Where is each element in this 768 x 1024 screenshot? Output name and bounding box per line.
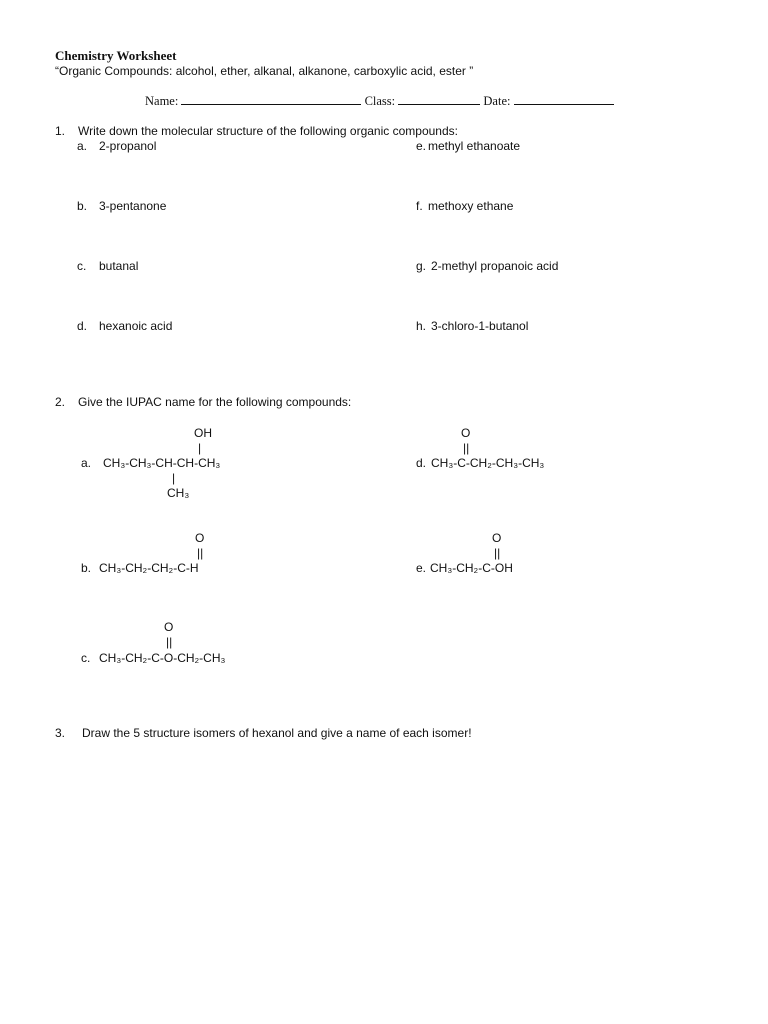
q1-item-text: 3-chloro-1-butanol xyxy=(431,319,529,333)
name-field[interactable] xyxy=(181,94,361,105)
q1-item-label: d. xyxy=(77,319,88,333)
q3-text: Draw the 5 structure isomers of hexanol and give a name of each isomer! xyxy=(82,726,472,740)
compound-b-label: b. xyxy=(81,561,92,575)
compound-d-formula: CH₃-C-CH₂-CH₃-CH₃ xyxy=(431,456,545,470)
compound-e-oxygen: O xyxy=(492,531,502,545)
q1-item-text: butanal xyxy=(99,259,139,273)
compound-a-formula: CH₃-CH₃-CH-CH-CH₃ xyxy=(103,456,221,470)
name-label: Name: xyxy=(145,94,179,108)
compound-c-label: c. xyxy=(81,651,91,665)
compound-c-oxygen: O xyxy=(164,620,174,634)
compound-a-branch-bond: | xyxy=(172,471,176,485)
q1-item-text: 2-methyl propanoic acid xyxy=(431,259,559,273)
q1-item-text: 2-propanol xyxy=(99,139,157,153)
q1-item-label: f. xyxy=(416,199,423,213)
compound-a-single-bond: | xyxy=(198,441,202,455)
q1-item-text: hexanoic acid xyxy=(99,319,173,333)
class-label: Class: xyxy=(364,94,396,108)
worksheet-subtitle: “Organic Compounds: alcohol, ether, alkanal, alkanone, carboxylic acid, ester ” xyxy=(55,64,474,78)
q1-item-label: b. xyxy=(77,199,88,213)
q1-item-label: e. xyxy=(416,139,427,153)
compound-e-formula: CH₃-CH₂-C-OH xyxy=(430,561,513,575)
q2-text: Give the IUPAC name for the following compounds: xyxy=(78,395,352,409)
compound-d-label: d. xyxy=(416,456,427,470)
compound-b-oxygen: O xyxy=(195,531,205,545)
date-label: Date: xyxy=(483,94,511,108)
q1-item-label: h. xyxy=(416,319,427,333)
compound-c-formula: CH₃-CH₂-C-O-CH₂-CH₃ xyxy=(99,651,226,665)
q1-item-label: c. xyxy=(77,259,87,273)
compound-a-oh-group: OH xyxy=(194,426,212,440)
compound-b-double-bond: || xyxy=(197,546,204,560)
compound-d-oxygen: O xyxy=(461,426,471,440)
q3-number: 3. xyxy=(55,726,66,740)
q2-number: 2. xyxy=(55,395,66,409)
compound-a-methyl-branch: CH₃ xyxy=(167,486,190,500)
compound-e-label: e. xyxy=(416,561,427,575)
form-line xyxy=(145,94,614,108)
date-field[interactable] xyxy=(514,94,614,105)
q1-item-text: methoxy ethane xyxy=(428,199,514,213)
compound-e-double-bond: || xyxy=(494,546,501,560)
compound-c-double-bond: || xyxy=(166,635,173,649)
q1-item-label: g. xyxy=(416,259,427,273)
q1-item-label: a. xyxy=(77,139,88,153)
worksheet-title: Chemistry Worksheet xyxy=(55,48,177,63)
compound-b-formula: CH₃-CH₂-CH₂-C-H xyxy=(99,561,199,575)
q1-item-text: methyl ethanoate xyxy=(428,139,521,153)
compound-a-label: a. xyxy=(81,456,92,470)
compound-d-double-bond: || xyxy=(463,441,470,455)
q1-number: 1. xyxy=(55,124,66,138)
q1-text: Write down the molecular structure of the following organic compounds: xyxy=(78,124,458,138)
class-field[interactable] xyxy=(398,94,480,105)
q1-item-text: 3-pentanone xyxy=(99,199,167,213)
